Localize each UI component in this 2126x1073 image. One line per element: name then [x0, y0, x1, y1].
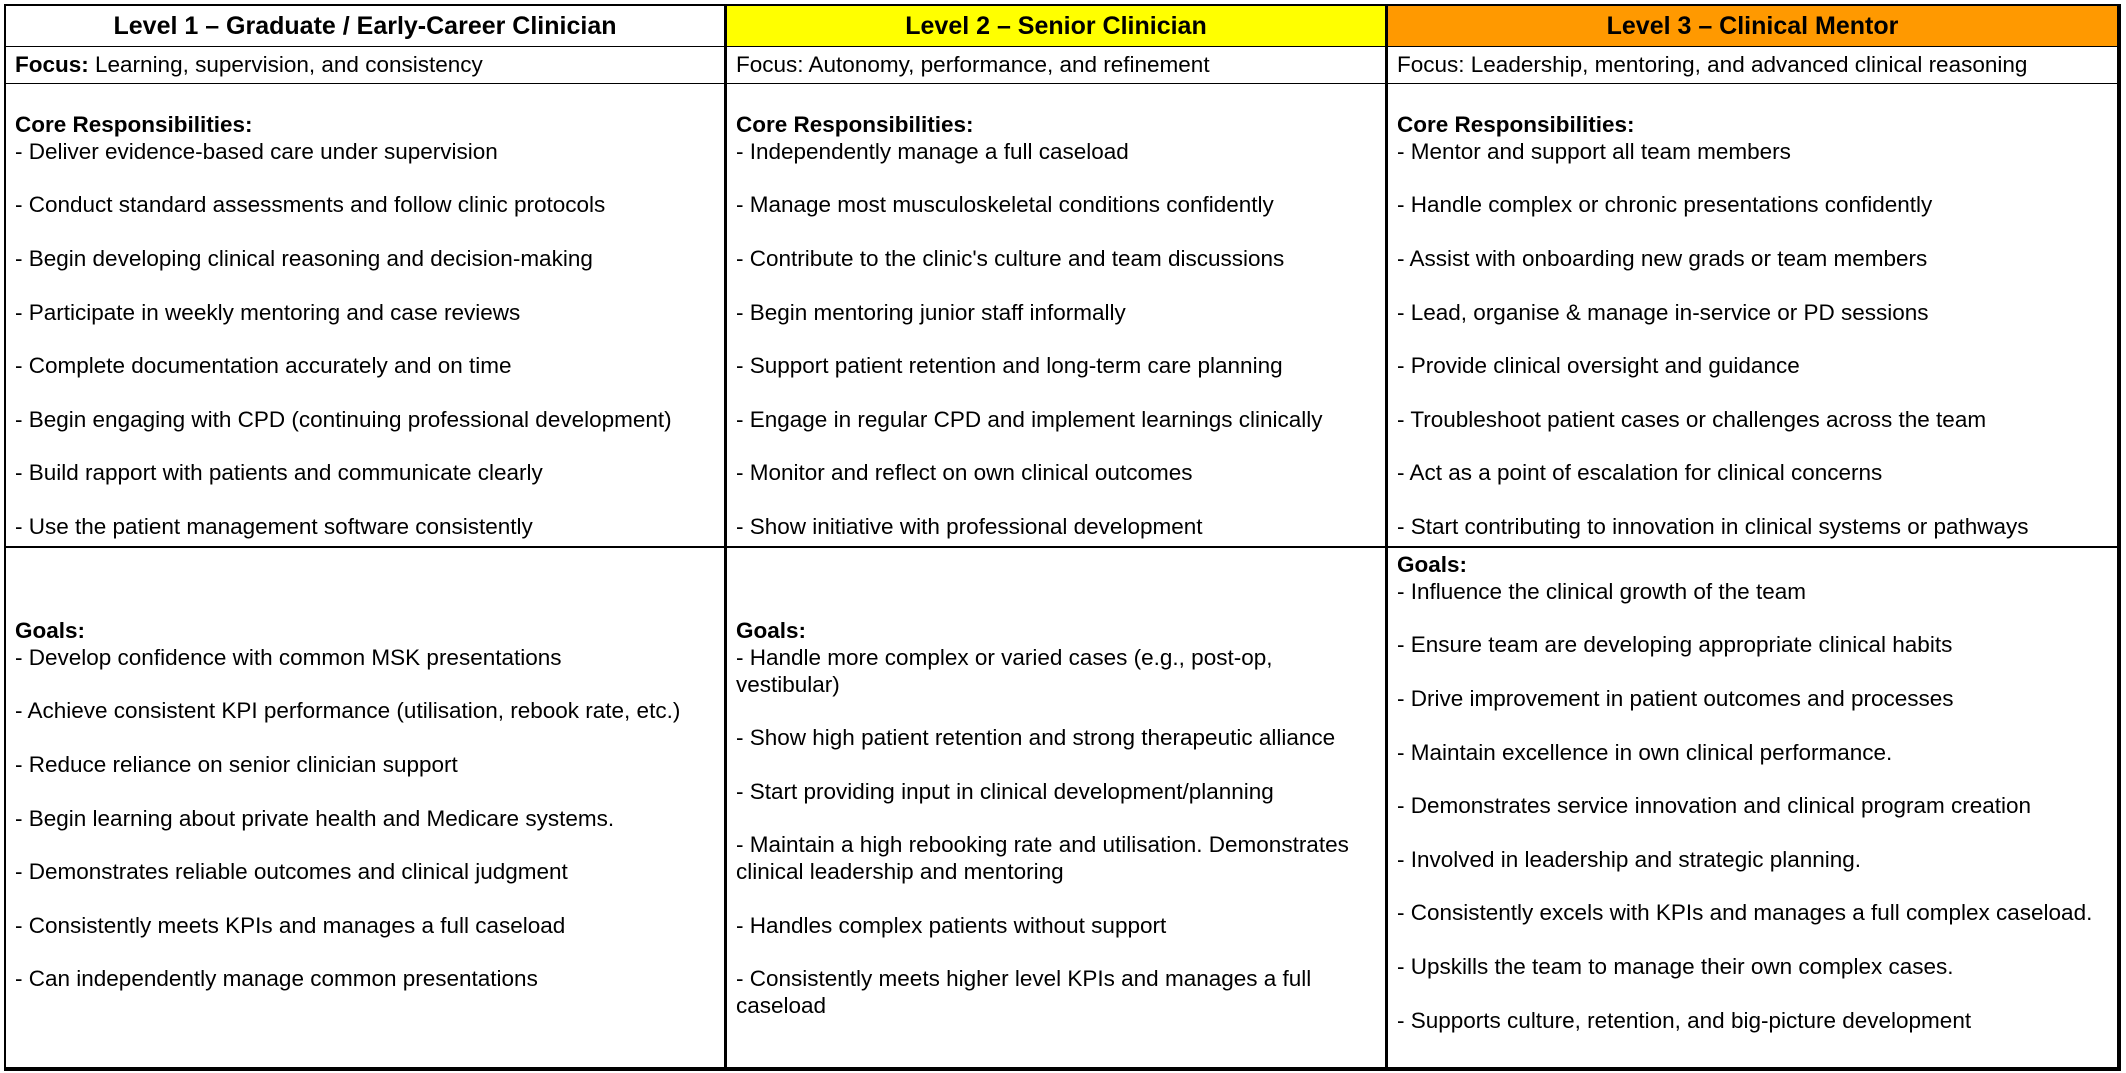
level-1-goals	[6, 548, 724, 1067]
level-1-responsibility-list	[15, 139, 710, 541]
level-1-goal-item: - Demonstrates reliable outcomes and clinical judgment	[15, 859, 568, 885]
level-3-responsibilities	[1388, 84, 2117, 546]
level-1-responsibility-item: - Participate in weekly mentoring and case reviews	[15, 299, 521, 325]
level-2-responsibility-item: - Independently manage a full caseload	[736, 138, 1129, 164]
level-2-goal-item: - Start providing input in clinical development/planning	[736, 778, 1274, 804]
level-1-responsibility-item: - Use the patient management software consistently	[15, 513, 533, 539]
column-divider-1	[724, 4, 727, 1071]
level-3-goals-title: Goals:	[1397, 552, 1468, 577]
table-border-right	[2117, 4, 2121, 1071]
level-2-goals	[727, 548, 1385, 1067]
level-1-focus-text: Learning, supervision, and consistency	[88, 52, 483, 77]
level-3-goal-item: - Demonstrates service innovation and clinical program creation	[1397, 793, 2032, 819]
level-2-responsibilities	[727, 84, 1385, 546]
section-divider	[4, 546, 2121, 548]
level-1-responsibility-item: - Conduct standard assessments and follow clinic protocols	[15, 192, 606, 218]
level-3-responsibility-item: - Act as a point of escalation for clinical concerns	[1397, 460, 1883, 486]
level-2-goal-item: - Handle more complex or varied cases (e.g., post-op, vestibular)	[736, 644, 1273, 697]
level-3-focus	[1388, 47, 2117, 83]
header-divider	[4, 46, 2121, 47]
level-3-goal-item: - Drive improvement in patient outcomes and processes	[1397, 685, 1954, 711]
level-1-header	[6, 6, 724, 46]
level-3-responsibility-item: - Provide clinical oversight and guidance	[1397, 353, 1800, 379]
level-2-responsibility-item: - Begin mentoring junior staff informally	[736, 299, 1126, 325]
level-1-goal-list	[15, 645, 710, 993]
level-3-goal-item: - Supports culture, retention, and big-picture development	[1397, 1007, 1972, 1033]
level-1-focus-label: Focus:	[15, 52, 89, 77]
level-3-responsibility-item: - Lead, organise & manage in-service or PD sessions	[1397, 299, 1929, 325]
level-2-goals-title: Goals:	[736, 618, 807, 643]
level-3-goal-item: - Consistently excels with KPIs and manages a full complex caseload.	[1397, 900, 2093, 926]
level-2-goal-item: - Handles complex patients without support	[736, 912, 1167, 938]
level-1-goal-item: - Develop confidence with common MSK presentations	[15, 644, 562, 670]
level-3-goal-item: - Involved in leadership and strategic planning.	[1397, 846, 1862, 872]
level-1-goal-item: - Consistently meets KPIs and manages a full caseload	[15, 912, 566, 938]
level-1-goal-item: - Achieve consistent KPI performance (utilisation, rebook rate, etc.)	[15, 698, 681, 724]
level-1-responsibilities-title: Core Responsibilities:	[15, 112, 253, 137]
level-3-focus-text: Focus: Leadership, mentoring, and advanced clinical reasoning	[1397, 52, 2028, 77]
level-2-responsibility-item: - Monitor and reflect on own clinical outcomes	[736, 460, 1193, 486]
level-1-focus	[6, 47, 724, 83]
level-3-responsibility-item: - Mentor and support all team members	[1397, 138, 1791, 164]
level-2-responsibility-item: - Show initiative with professional development	[736, 513, 1203, 539]
level-3-responsibility-item: - Start contributing to innovation in clinical systems or pathways	[1397, 513, 2029, 539]
level-1-goal-item: - Reduce reliance on senior clinician support	[15, 751, 458, 777]
level-3-responsibility-item: - Troubleshoot patient cases or challenges across the team	[1397, 406, 1987, 432]
level-3-goal-item: - Maintain excellence in own clinical performance.	[1397, 739, 1893, 765]
level-3-header-text: Level 3 – Clinical Mentor	[1606, 12, 1899, 40]
level-2-focus-text: Focus: Autonomy, performance, and refinement	[736, 52, 1210, 77]
level-2-goal-list	[736, 645, 1371, 1020]
level-2-responsibility-item: - Manage most musculoskeletal conditions confidently	[736, 192, 1274, 218]
level-1-goal-item: - Can independently manage common presentations	[15, 966, 538, 992]
level-3-goal-item: - Influence the clinical growth of the team	[1397, 578, 1806, 604]
level-3-goals	[1388, 548, 2117, 1067]
level-1-header-text: Level 1 – Graduate / Early-Career Clinician	[113, 12, 617, 40]
level-3-goal-list	[1397, 579, 2103, 1035]
level-1-responsibility-item: - Complete documentation accurately and on time	[15, 353, 512, 379]
level-2-responsibility-item: - Contribute to the clinic's culture and team discussions	[736, 245, 1285, 271]
level-2-goal-item: - Consistently meets higher level KPIs and manages a full caseload	[736, 966, 1312, 1019]
level-3-responsibilities-title: Core Responsibilities:	[1397, 112, 1635, 137]
level-2-responsibility-list	[736, 139, 1371, 541]
focus-divider	[4, 83, 2121, 84]
level-2-goal-item: - Show high patient retention and strong therapeutic alliance	[736, 725, 1336, 751]
level-2-goal-item: - Maintain a high rebooking rate and utilisation. Demonstrates clinical leadership and mentoring	[736, 832, 1349, 885]
table-border-bottom	[4, 1067, 2121, 1071]
level-1-goal-item: - Begin learning about private health and Medicare systems.	[15, 805, 615, 831]
column-divider-2	[1385, 4, 1388, 1071]
level-3-goal-item: - Upskills the team to manage their own complex cases.	[1397, 953, 1954, 979]
level-3-responsibility-item: - Handle complex or chronic presentations confidently	[1397, 192, 1933, 218]
level-2-responsibilities-title: Core Responsibilities:	[736, 112, 974, 137]
level-2-header	[727, 6, 1385, 46]
level-3-goal-item: - Ensure team are developing appropriate clinical habits	[1397, 632, 1953, 658]
level-2-responsibility-item: - Engage in regular CPD and implement learnings clinically	[736, 406, 1323, 432]
level-1-responsibility-item: - Deliver evidence-based care under supervision	[15, 138, 498, 164]
level-1-responsibilities	[6, 84, 724, 546]
level-1-goals-title: Goals:	[15, 618, 86, 643]
table-border-top	[4, 4, 2121, 6]
level-2-focus	[727, 47, 1385, 83]
level-1-responsibility-item: - Build rapport with patients and communicate clearly	[15, 460, 543, 486]
level-3-responsibility-item: - Assist with onboarding new grads or team members	[1397, 245, 1928, 271]
level-3-header	[1388, 6, 2117, 46]
level-1-responsibility-item: - Begin developing clinical reasoning and decision-making	[15, 245, 593, 271]
level-1-responsibility-item: - Begin engaging with CPD (continuing professional development)	[15, 406, 672, 432]
table-border-left	[4, 4, 6, 1071]
level-3-responsibility-list	[1397, 139, 2103, 541]
level-2-responsibility-item: - Support patient retention and long-term care planning	[736, 353, 1283, 379]
level-2-header-text: Level 2 – Senior Clinician	[905, 12, 1207, 40]
